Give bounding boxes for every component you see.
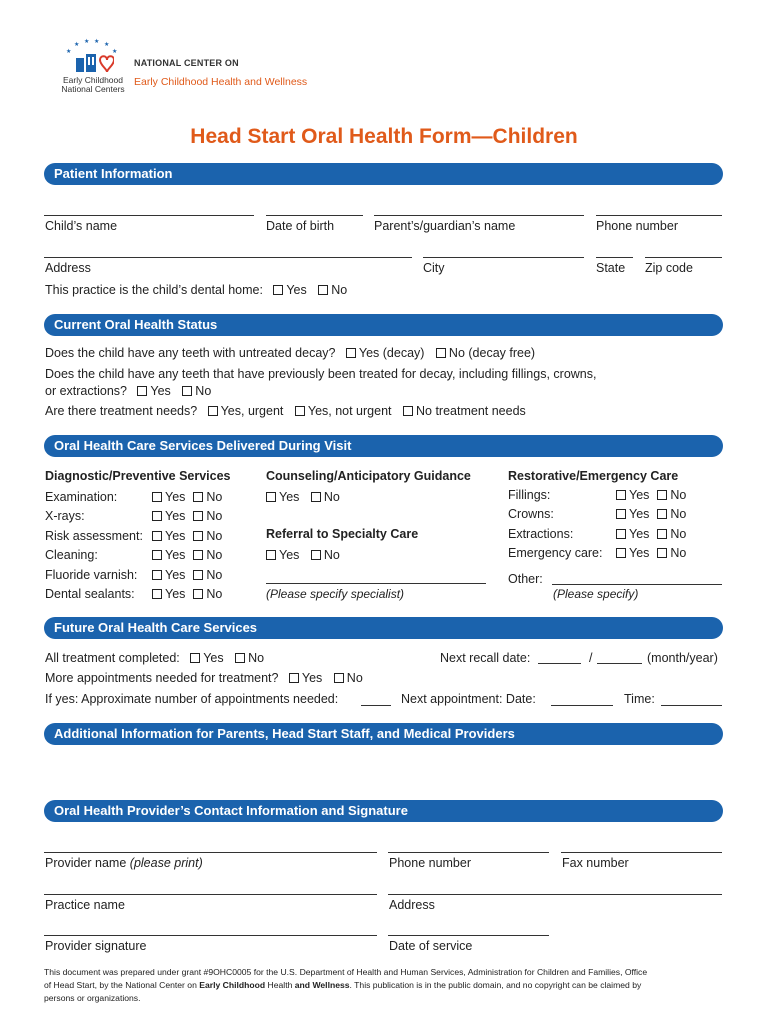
restorative-item-yes-checkbox[interactable]: Yes [616,488,649,502]
restorative-item-no-checkbox[interactable]: No [657,527,686,541]
counseling-options [266,490,348,504]
restorative-item-options [616,527,694,541]
no-treatment-needs-checkbox[interactable]: No treatment needs [403,404,526,418]
diagnostic-item-options [152,568,230,582]
counseling-no-checkbox[interactable]: No [311,490,340,504]
restorative-item-label: Fillings: [508,488,551,502]
recall-label: Next recall date: [440,651,531,665]
provider-phone-field[interactable] [388,852,549,853]
diagnostic-item-no-checkbox[interactable]: No [193,587,222,601]
state-label: State [596,261,626,275]
provider-fax-field[interactable] [561,852,722,853]
dental-home-row [45,283,355,297]
diagnostic-item-options [152,529,230,543]
diagnostic-item-yes-checkbox[interactable]: Yes [152,490,185,504]
diagnostic-item-no-checkbox[interactable]: No [193,490,222,504]
more-appts-yes-checkbox[interactable]: Yes [289,671,322,685]
diagnostic-item-label: Risk assessment: [45,528,143,543]
org-line-1: NATIONAL CENTER ON [134,58,239,68]
section-provider-contact: Oral Health Provider’s Contact Information and Signature [44,800,723,822]
diagnostic-item-label: Fluoride varnish: [45,567,138,582]
completed-no-checkbox[interactable]: No [235,651,264,665]
completed-yes-checkbox[interactable]: Yes [190,651,223,665]
diagnostic-item-yes-checkbox[interactable]: Yes [152,509,185,523]
recall-year-field[interactable] [597,663,642,664]
diagnostic-header: Diagnostic/Preventive Services [45,469,231,483]
page-title: Head Start Oral Health Form—Children [190,125,578,148]
time-label: Time: [624,692,655,706]
footer-note [44,966,724,1005]
practice-name-field[interactable] [44,894,377,895]
restorative-item-options [616,488,694,502]
restorative-item-yes-checkbox[interactable]: Yes [616,507,649,521]
all-completed-row [45,651,272,665]
zip-label: Zip code [645,261,693,275]
referral-header: Referral to Specialty Care [266,527,419,541]
diagnostic-item-label: Examination: [45,490,118,504]
practice-name-label: Practice name [45,898,125,912]
section-additional-info: Additional Information for Parents, Head Start Staff, and Medical Providers [44,723,723,745]
provider-phone-label: Phone number [389,856,472,870]
city-label: City [423,261,445,275]
section-services-delivered: Oral Health Care Services Delivered During Visit [44,435,723,457]
diagnostic-item-label: Dental sealants: [45,587,135,601]
diagnostic-item-options [152,548,230,562]
signature-field[interactable] [44,935,377,936]
restorative-item-yes-checkbox[interactable]: Yes [616,527,649,541]
section-future-services: Future Oral Health Care Services [44,617,723,639]
org-line-2: Early Childhood Health and Wellness [134,76,308,88]
logo-line-1: Early Childhood [62,75,123,85]
diagnostic-item-options [152,587,230,601]
logo-line-2: National Centers [61,84,125,94]
all-completed-label: All treatment completed: [45,651,180,665]
diagnostic-item-label: X-rays: [45,509,85,524]
next-appt-date-field[interactable] [551,705,613,706]
provider-name-field[interactable] [44,852,377,853]
date-of-service-label: Date of service [389,939,473,953]
diagnostic-item-yes-checkbox[interactable]: Yes [152,568,185,582]
specialist-field[interactable] [266,583,486,584]
restorative-item-label: Emergency care: [508,546,603,561]
restorative-item-no-checkbox[interactable]: No [657,546,686,560]
diagnostic-item-no-checkbox[interactable]: No [193,529,222,543]
parent-name-label: Parent’s/guardian’s name [374,219,516,233]
treatment-needs-row [45,404,534,418]
recall-month-field[interactable] [538,663,581,664]
restorative-item-row [508,507,554,521]
practice-address-field[interactable] [388,894,722,895]
specialist-hint: (Please specify specialist) [266,587,405,601]
diagnostic-item-row [45,509,85,523]
dental-home-no-checkbox[interactable]: No [318,283,347,297]
referral-no-checkbox[interactable]: No [311,548,340,562]
footer-line-2: of Head Start, by the National Center on Early Childhood Health and Wellness. This publication is in the public domain, and no copyright can be claimed by [44,980,642,990]
referral-yes-checkbox[interactable]: Yes [266,548,299,562]
num-appts-field[interactable] [361,705,391,706]
restorative-item-options [616,546,694,560]
counseling-header: Counseling/Anticipatory Guidance [266,469,471,483]
practice-address-label: Address [389,898,435,912]
child-name-label: Child’s name [45,219,118,233]
recall-slash: / [589,651,593,665]
children-icon [72,50,114,74]
more-appts-row [45,671,371,685]
treated-decay-row [45,384,219,398]
address-label: Address [45,261,91,275]
restorative-item-row [508,488,550,502]
diagnostic-item-row [45,529,143,543]
num-appts-label: If yes: Approximate number of appointments needed: [45,692,339,706]
diagnostic-item-yes-checkbox[interactable]: Yes [152,529,185,543]
time-field[interactable] [661,705,722,706]
restorative-item-no-checkbox[interactable]: No [657,507,686,521]
provider-name-hint: (please print) [129,856,203,870]
footer-line-3: persons or organizations. [44,993,141,1003]
restorative-item-row [508,546,602,560]
footer-line-1: This document was prepared under grant #9OHC0005 for the U.S. Department of Health and Human Services, Administration for Children and Families, Office [44,967,648,977]
provider-name-label: Provider name [45,856,127,870]
restorative-item-label: Crowns: [508,507,554,522]
diagnostic-item-yes-checkbox[interactable]: Yes [152,548,185,562]
diagnostic-item-row [45,568,137,582]
diagnostic-item-no-checkbox[interactable]: No [193,568,222,582]
treatment-needs-question: Are there treatment needs? [45,404,198,418]
other-field[interactable] [552,584,722,585]
section-oral-health-status: Current Oral Health Status [44,314,723,336]
treated-no-checkbox[interactable]: No [182,384,211,398]
provider-name-label-group [45,856,203,870]
provider-fax-label: Fax number [562,856,629,870]
restorative-item-no-checkbox[interactable]: No [657,488,686,502]
diagnostic-item-yes-checkbox[interactable]: Yes [152,587,185,601]
date-of-service-field[interactable] [388,935,549,936]
more-appts-no-checkbox[interactable]: No [334,671,363,685]
diagnostic-item-no-checkbox[interactable]: No [193,509,222,523]
other-label: Other: [508,572,543,586]
specify-hint: (Please specify) [553,587,639,601]
decay-no-checkbox[interactable]: No (decay free) [436,346,535,360]
next-appt-date-label: Next appointment: Date: [401,692,536,706]
needs-urgent-checkbox[interactable]: Yes, urgent [208,404,284,418]
phone-label: Phone number [596,219,679,233]
restorative-item-yes-checkbox[interactable]: Yes [616,546,649,560]
diagnostic-item-row [45,587,135,601]
restorative-item-row [508,527,573,541]
decay-yes-checkbox[interactable]: Yes (decay) [346,346,425,360]
diagnostic-item-row [45,548,98,562]
month-year-hint: (month/year) [647,651,718,665]
restorative-item-options [616,507,694,521]
untreated-decay-question: Does the child have any teeth with untreated decay? [45,346,336,360]
diagnostic-item-options [152,509,230,523]
treated-yes-checkbox[interactable]: Yes [137,384,170,398]
dob-label: Date of birth [266,219,335,233]
treated-decay-question-line1: Does the child have any teeth that have previously been treated for decay, including fillings, crowns, [45,367,597,381]
dental-home-label: This practice is the child’s dental home: [45,283,263,297]
counseling-yes-checkbox[interactable]: Yes [266,490,299,504]
diagnostic-item-no-checkbox[interactable]: No [193,548,222,562]
referral-options [266,548,348,562]
treated-decay-question-line2: or extractions? [45,384,127,398]
needs-not-urgent-checkbox[interactable]: Yes, not urgent [295,404,392,418]
diagnostic-item-row [45,490,117,504]
diagnostic-item-options [152,490,230,504]
untreated-decay-row [45,346,543,360]
ec-logo: ★ ★ ★ ★ ★ ★ Early Childhood National Centers [58,38,128,98]
dental-home-yes-checkbox[interactable]: Yes [273,283,306,297]
section-patient-info: Patient Information [44,163,723,185]
diagnostic-item-label: Cleaning: [45,548,98,563]
restorative-header: Restorative/Emergency Care [508,469,679,483]
restorative-item-label: Extractions: [508,526,574,541]
more-appts-label: More appointments needed for treatment? [45,671,279,685]
signature-label: Provider signature [45,939,147,953]
